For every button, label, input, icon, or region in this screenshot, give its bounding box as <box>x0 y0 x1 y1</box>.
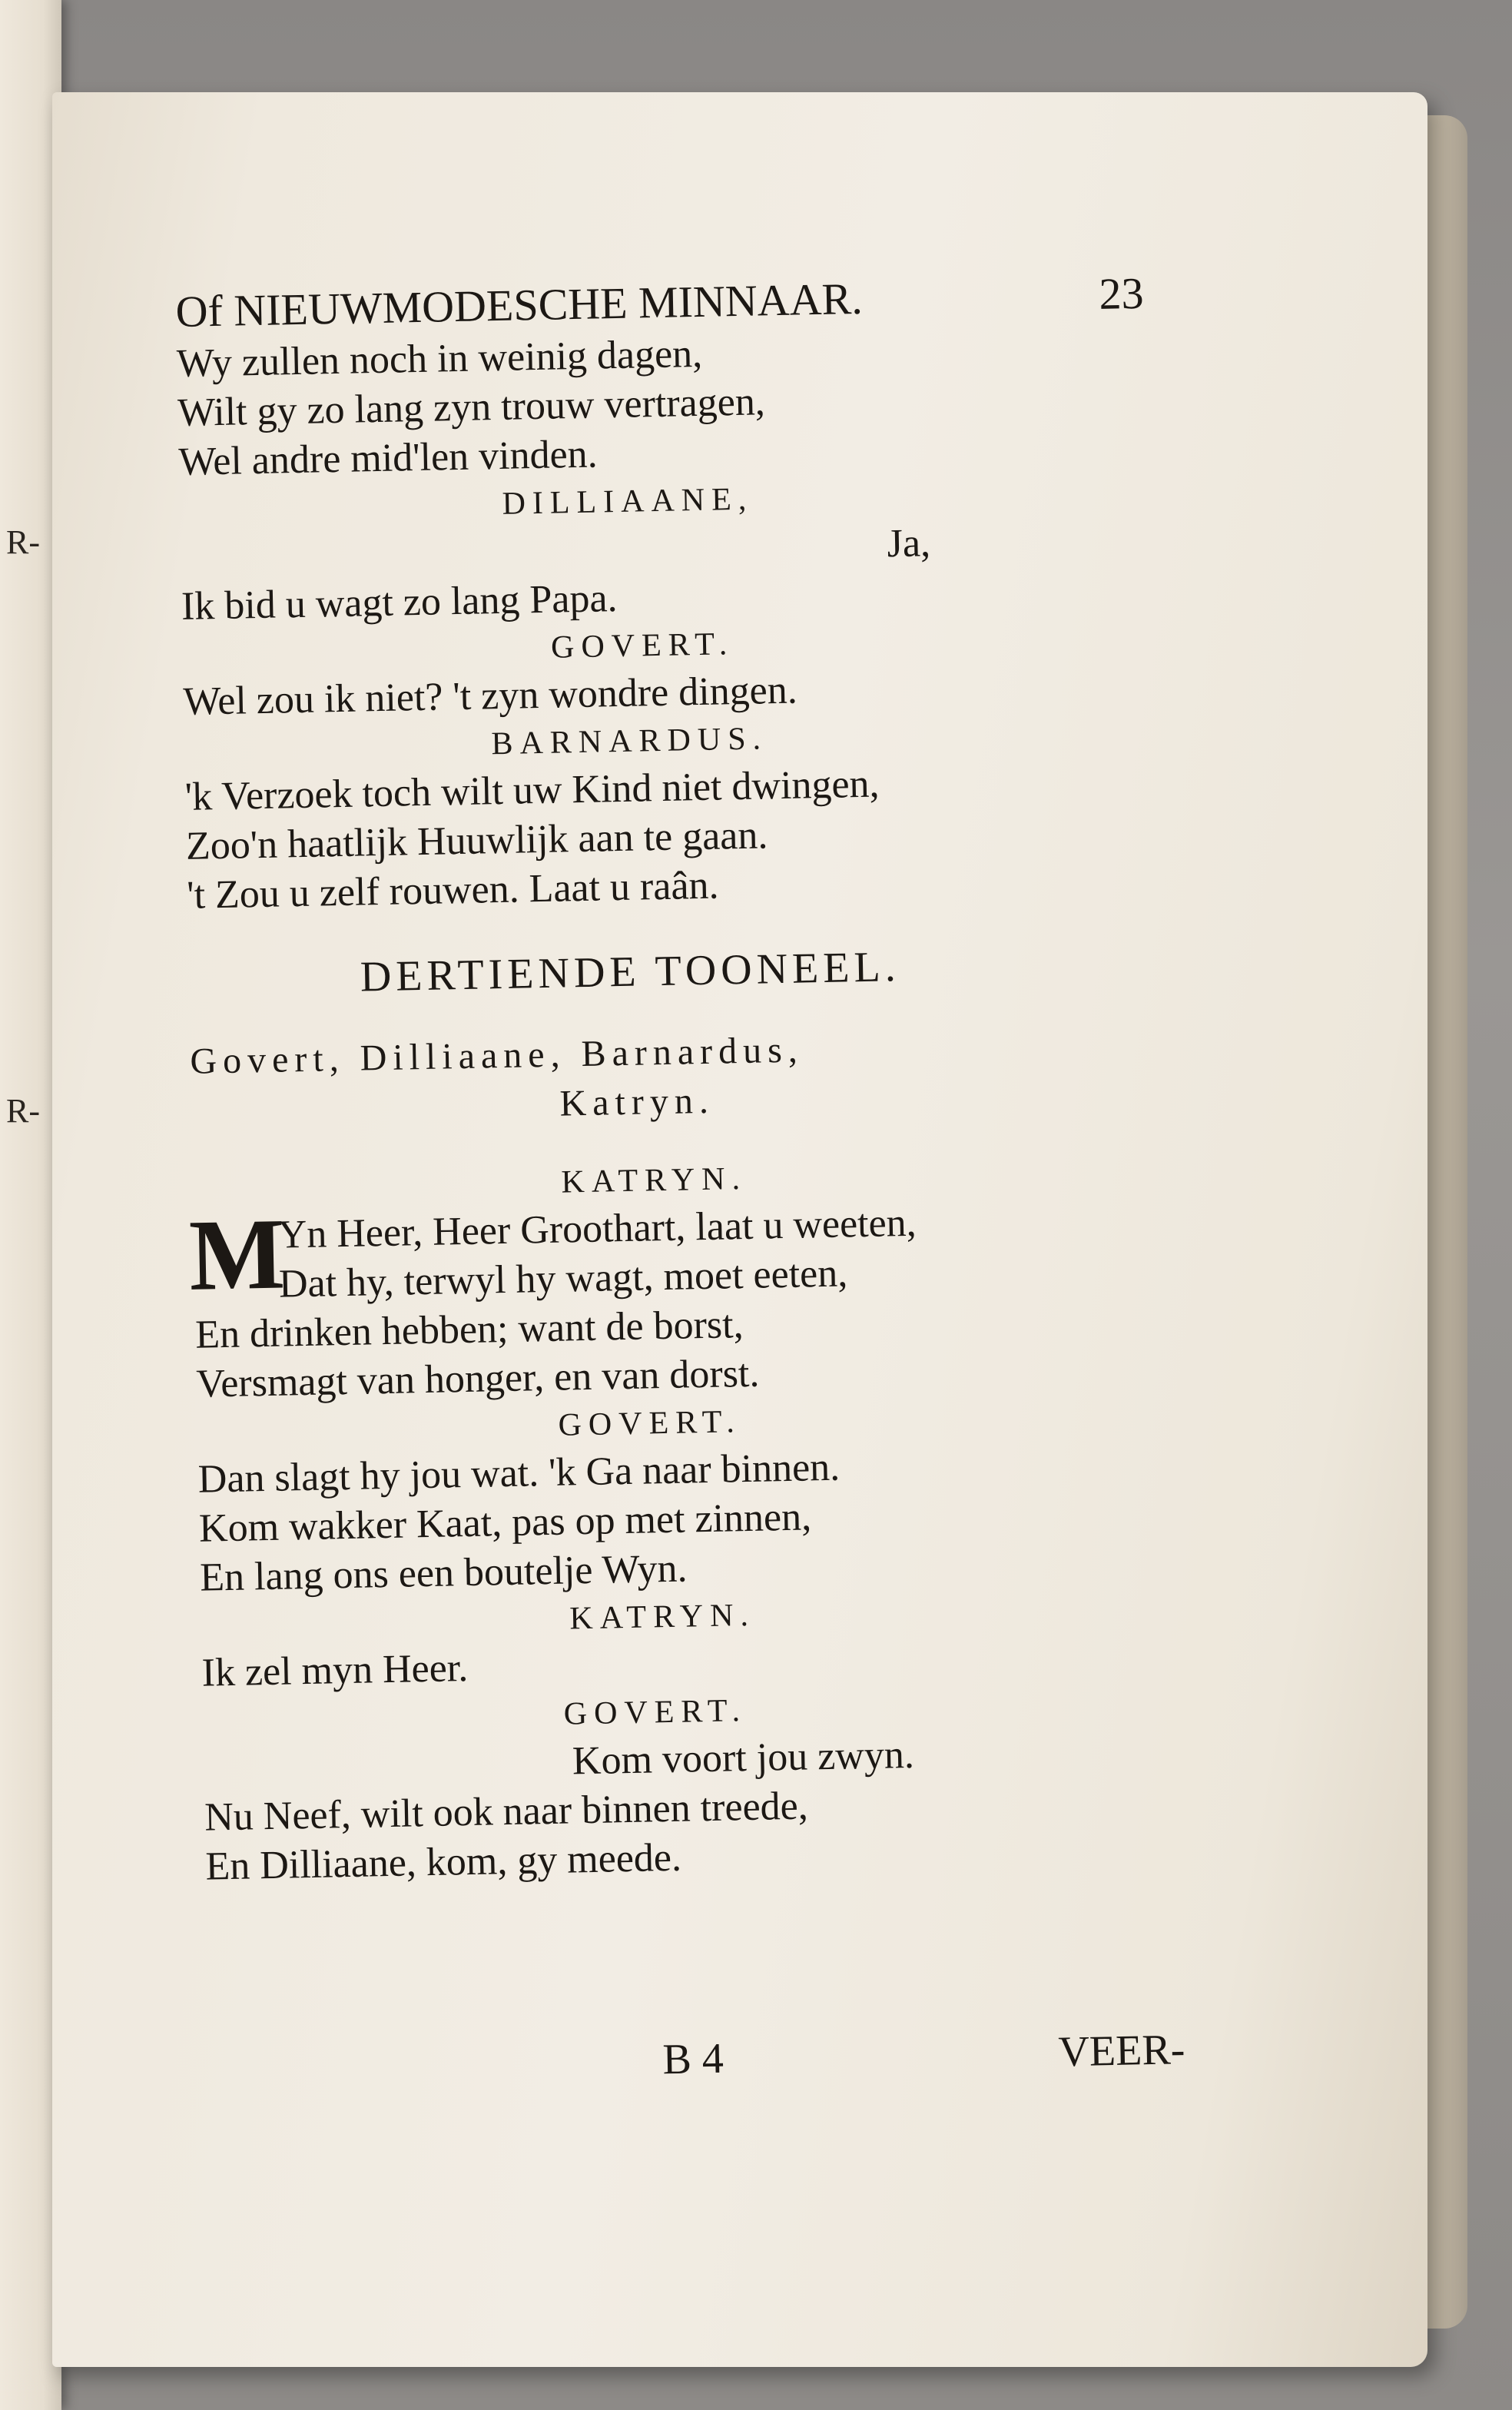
katryn-speech <box>187 1193 1193 1312</box>
scene-heading: DERTIENDE TOONEEL. <box>360 943 901 1001</box>
verse-line: Dan slagt hy jou wat. 'k Ga naar binnen. <box>197 1445 841 1502</box>
signature-mark: B 4 <box>662 2034 724 2084</box>
cast-line: Govert, Dilliaane, Barnardus, <box>189 1029 804 1082</box>
verse-line: En drinken hebben; want de borst, <box>194 1303 744 1357</box>
verse-line: Ja, <box>887 521 931 566</box>
facing-page-fragment: R- <box>6 523 40 561</box>
speaker-katryn: KATRYN. <box>561 1160 748 1200</box>
running-head-title: Of NIEUWMODESCHE MINNAAR. <box>175 273 864 337</box>
speaker-katryn: KATRYN. <box>569 1597 756 1637</box>
page-number: 23 <box>1098 267 1145 319</box>
verse-line: Wel zou ik niet? 't zyn wondre dingen. <box>182 668 798 724</box>
speaker-govert: GOVERT. <box>558 1404 742 1443</box>
speaker-barnardus: BARNARDUS. <box>491 721 768 762</box>
verse-line: En lang ons een boutelje Wyn. <box>199 1546 688 1600</box>
verse-line: Ik bid u wagt zo lang Papa. <box>181 576 618 629</box>
speaker-govert: GOVERT. <box>550 626 734 666</box>
verse-line: Ik zel myn Heer. <box>201 1646 469 1695</box>
catchword: VEER- <box>1057 2026 1185 2076</box>
verse-line: Kom voort jou zwyn. <box>572 1732 915 1784</box>
speaker-dilliaane: DILLIAANE, <box>502 481 754 522</box>
verse-line: Wel andre mid'len vinden. <box>177 432 598 484</box>
page-footer <box>209 2025 1185 2093</box>
verse-line: Zoo'n haatlijk Huuwlijk aan te gaan. <box>185 813 768 868</box>
verse-line: 'k Verzoek toch wilt uw Kind niet dwingen, <box>184 762 880 819</box>
verse-line: Nu Neef, wilt ook naar binnen treede, <box>204 1784 809 1840</box>
facing-page-fragment: R- <box>6 1092 40 1130</box>
book-page <box>52 92 1427 2367</box>
verse-line: Versmagt van honger, en van dorst. <box>195 1351 760 1406</box>
page-text <box>175 265 1205 2084</box>
cast-list <box>190 1018 1190 1136</box>
verse-line: Wilt gy zo lang zyn trouw vertragen, <box>177 380 766 435</box>
verse-line: Yn Heer, Heer Groothart, laat u weeten, <box>277 1200 917 1257</box>
verse-line: Wy zullen noch in weinig dagen, <box>176 331 703 386</box>
speaker-govert: GOVERT. <box>563 1693 748 1732</box>
cast-line: Katryn. <box>559 1080 715 1124</box>
verse-line: 't Zou u zelf rouwen. Laat u raân. <box>186 863 720 918</box>
verse-line: Dat hy, terwyl hy wagt, moet eeten, <box>278 1251 848 1306</box>
drop-cap: M <box>187 1197 287 1312</box>
verse-line: En Dilliaane, kom, gy meede. <box>204 1835 682 1889</box>
verse-line: Kom wakker Kaat, pas op met zinnen, <box>198 1495 812 1551</box>
